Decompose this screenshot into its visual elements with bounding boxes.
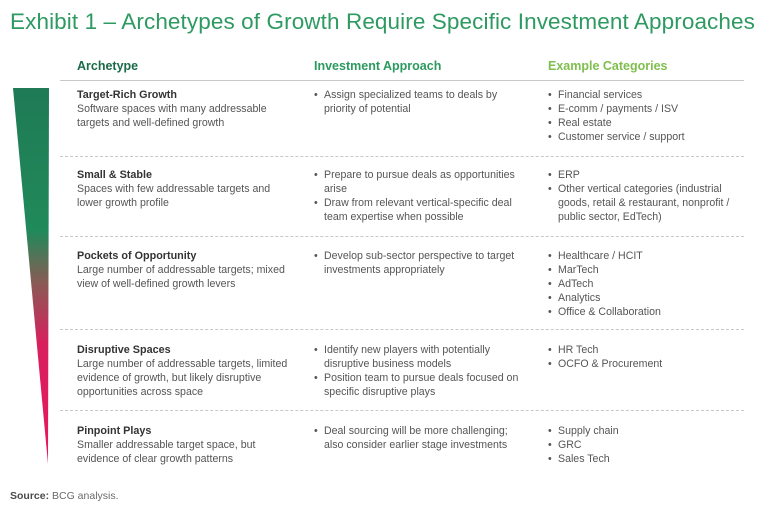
investment-bullet: • Prepare to pursue deals as opportunities arise [314,168,524,196]
archetype-row [0,88,768,157]
archetype-name: Pinpoint Plays [77,425,152,437]
exhibit-title: Exhibit 1 – Archetypes of Growth Require Specific Investment Approaches [10,9,755,34]
archetype-description: Smaller addressable target space, but evidence of clear growth patterns [77,439,256,465]
archetype-description: Spaces with few addressable targets and lower growth profile [77,183,271,209]
investment-bullet: • Deal sourcing will be more challenging; also consider earlier stage investments [314,424,524,452]
row-divider [60,410,744,411]
example-bullet: • ERP [548,168,748,182]
row-divider [60,236,744,237]
source-label: Source: [10,490,50,502]
archetype-description: Software spaces with many addressable targets and well-defined growth [77,103,267,129]
source-note [10,490,119,502]
header-divider [60,80,744,81]
archetype-cell [77,249,297,291]
archetype-row [0,168,768,237]
example-bullet: • Other vertical categories (industrial goods, retail & restaurant, nonprofit / public sector, EdTech) [548,182,748,224]
archetype-name: Pockets of Opportunity [77,250,197,262]
example-bullet: • Healthcare / HCIT [548,249,748,263]
archetype-row [0,424,768,474]
example-bullet: • Supply chain [548,424,748,438]
examples-column-header: Example Categories [548,59,668,73]
investment-bullet: • Identify new players with potentially disruptive business models [314,343,524,371]
source-text: BCG analysis. [52,490,119,502]
examples-cell [548,424,748,466]
investment-bullet: • Assign specialized teams to deals by priority of potential [314,88,524,116]
archetype-cell [77,424,297,466]
investment-cell [314,424,524,452]
investment-bullet: • Develop sub-sector perspective to target investments appropriately [314,249,524,277]
investment-cell [314,88,524,116]
table-header [0,59,768,81]
example-bullet: • Financial services [548,88,748,102]
example-bullet: • AdTech [548,277,748,291]
archetype-name: Disruptive Spaces [77,344,171,356]
investment-bullet: • Draw from relevant vertical-specific deal team expertise when possible [314,196,524,224]
example-bullet: • Sales Tech [548,452,748,466]
example-bullet: • MarTech [548,263,748,277]
example-bullet: • Customer service / support [548,130,748,144]
example-bullet: • Office & Collaboration [548,305,748,319]
investment-cell [314,343,524,399]
archetype-description: Large number of addressable targets; mixed view of well-defined growth levers [77,264,285,290]
archetype-name: Target-Rich Growth [77,89,177,101]
archetype-cell [77,88,297,130]
investment-column-header: Investment Approach [314,59,442,73]
investment-cell [314,168,524,224]
archetype-row [0,249,768,330]
examples-cell [548,88,748,144]
investment-bullet: • Position team to pursue deals focused on specific disruptive plays [314,371,524,399]
example-bullet: • Analytics [548,291,748,305]
archetype-cell [77,168,297,210]
example-bullet: • E-comm / payments / ISV [548,102,748,116]
examples-cell [548,168,748,224]
archetype-column-header: Archetype [77,59,139,73]
example-bullet: • HR Tech [548,343,748,357]
examples-cell [548,343,748,371]
row-divider [60,156,744,157]
archetype-name: Small & Stable [77,169,153,181]
row-divider [60,329,744,330]
archetype-description: Large number of addressable targets, limited evidence of growth, but likely disruptive opportunities across space [77,358,288,398]
example-bullet: • GRC [548,438,748,452]
archetype-cell [77,343,297,399]
example-bullet: • OCFO & Procurement [548,357,748,371]
investment-cell [314,249,524,277]
archetype-row [0,343,768,411]
examples-cell [548,249,748,319]
example-bullet: • Real estate [548,116,748,130]
